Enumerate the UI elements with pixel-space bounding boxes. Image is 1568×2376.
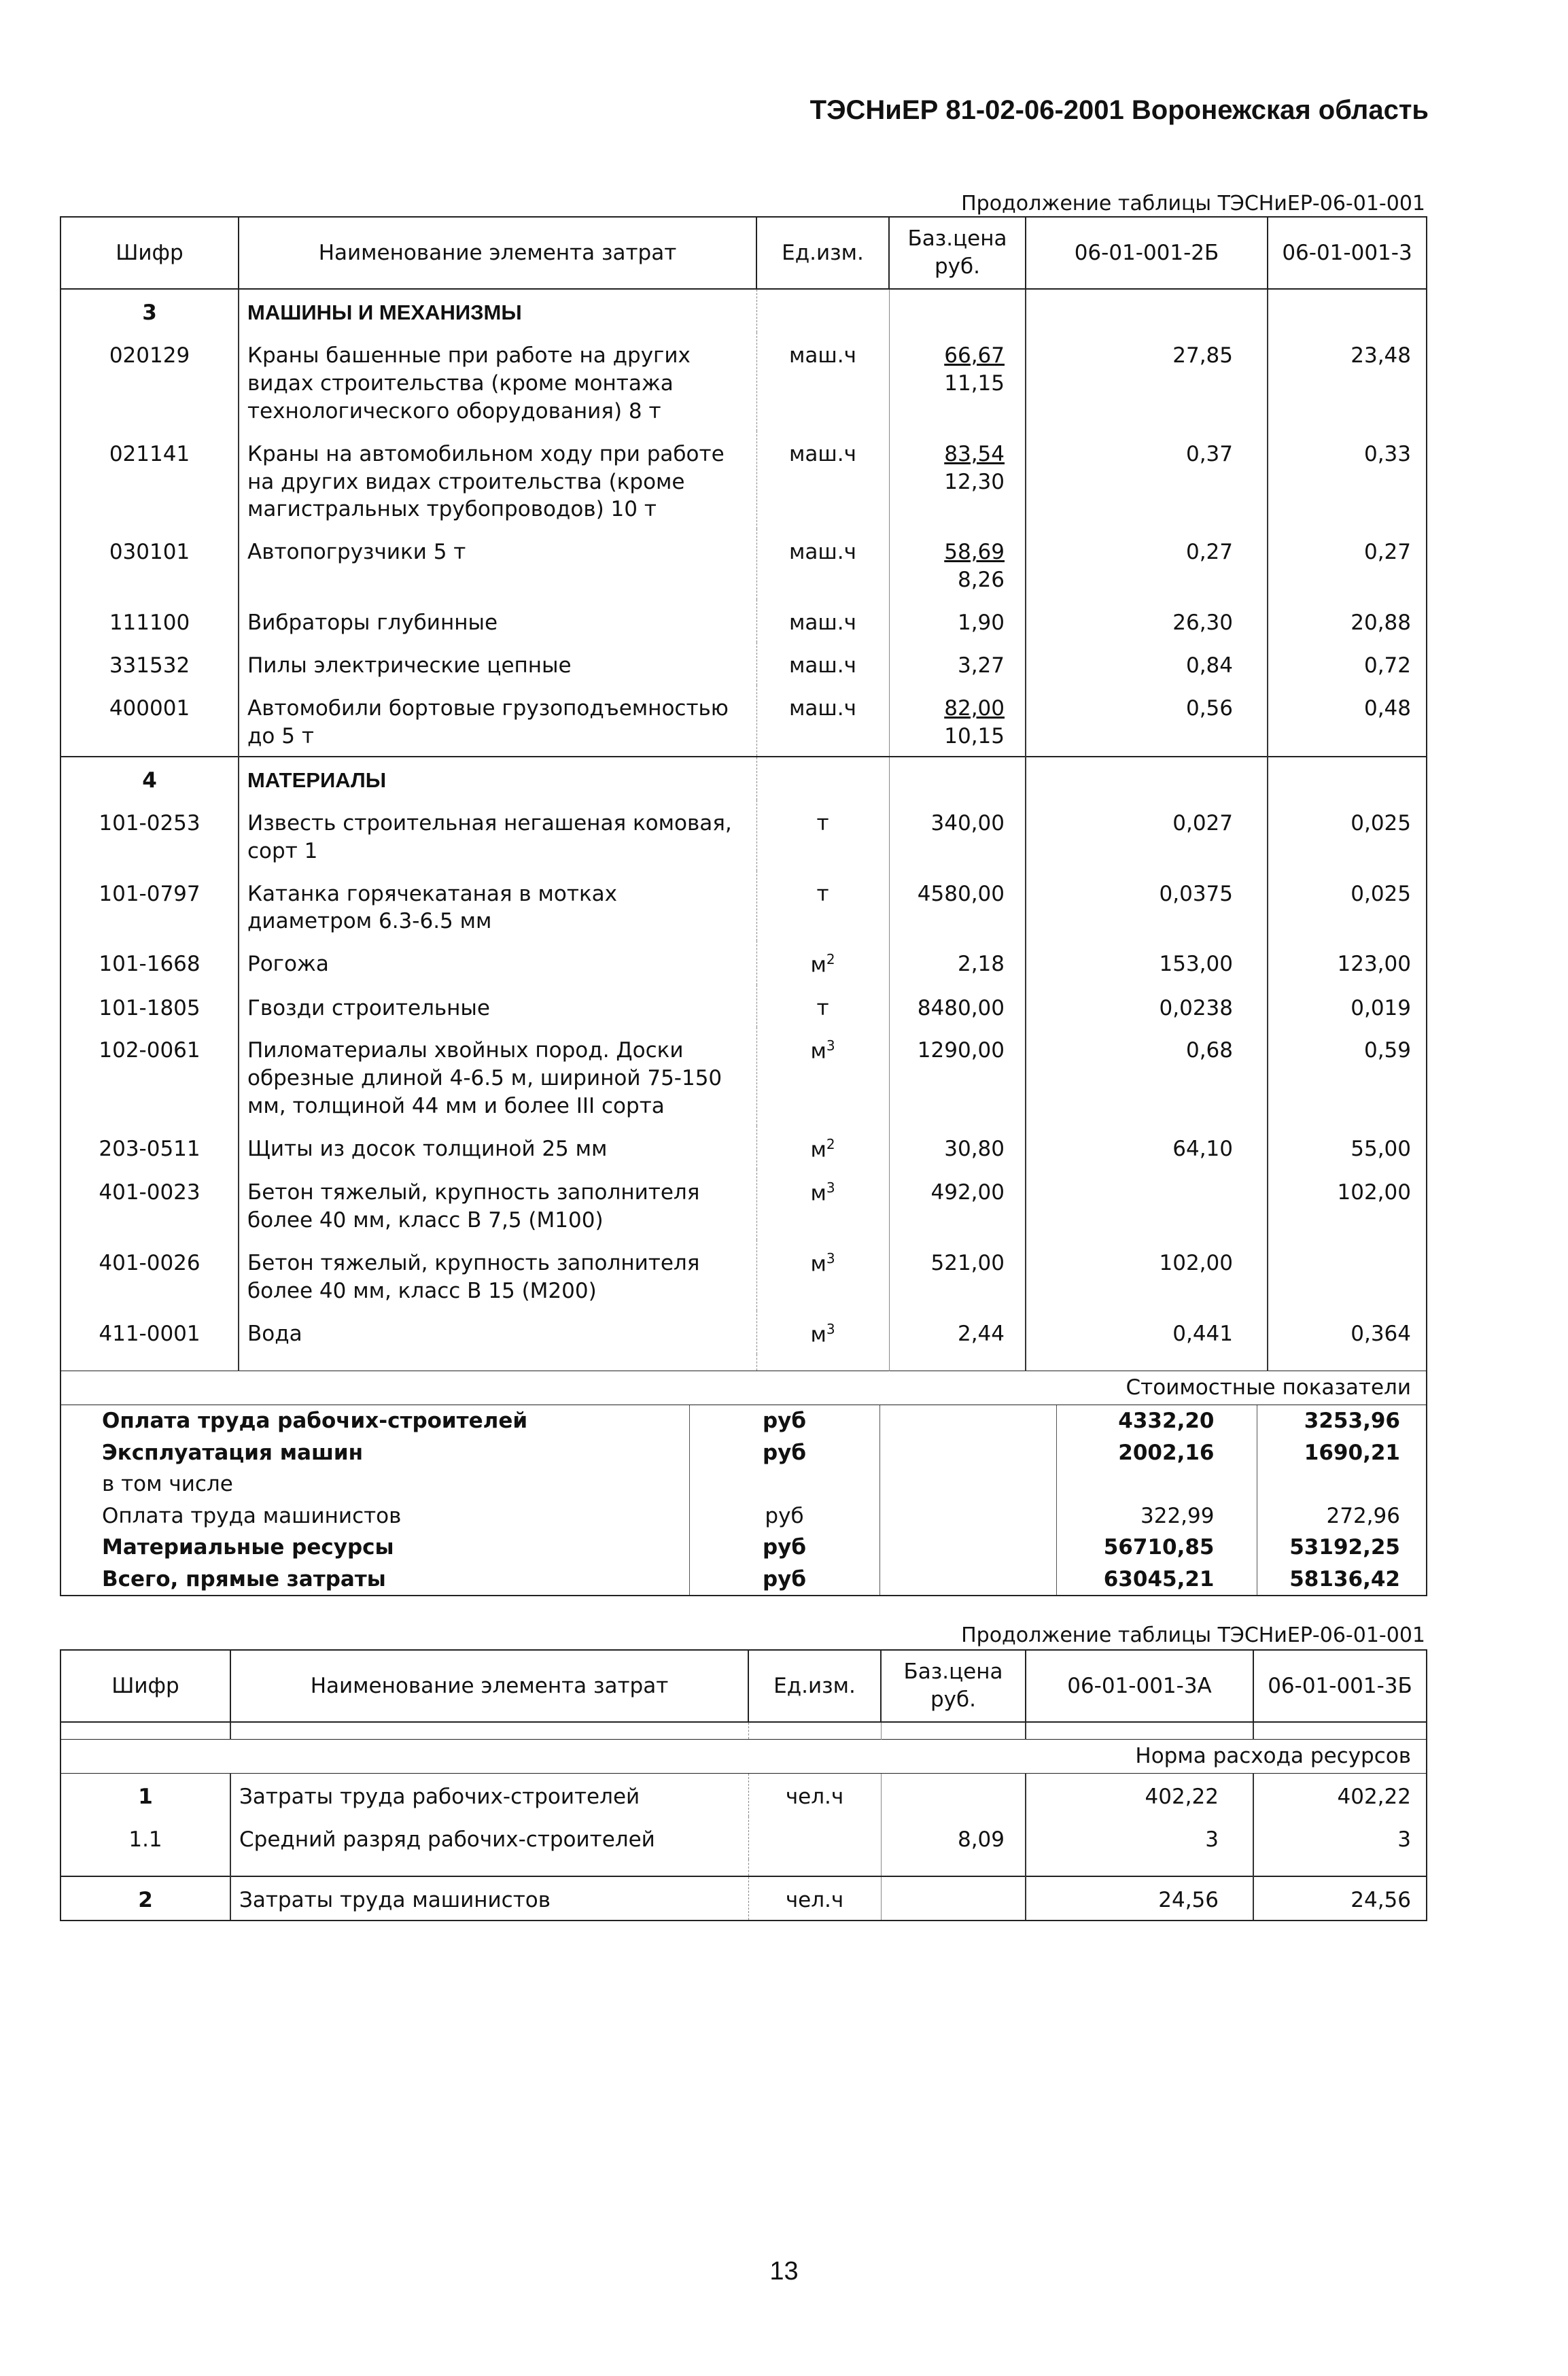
norm-value: 0,84	[1026, 642, 1268, 685]
section-title: МАТЕРИАЛЫ	[239, 757, 756, 800]
resource-unit: чел.ч	[748, 1773, 881, 1816]
totals-value: 2002,16	[1056, 1437, 1257, 1469]
resource-code: 1.1	[60, 1817, 230, 1859]
resource-code: 401-0023	[60, 1169, 239, 1240]
resource-price: 30,80	[889, 1126, 1026, 1169]
resource-price	[889, 642, 1026, 685]
resource-price	[889, 600, 1026, 642]
base-price: 66,67	[944, 343, 1005, 368]
col-header-norm-3a: 06-01-001-3А	[1026, 1650, 1253, 1722]
resource-price: 2,44	[889, 1311, 1026, 1354]
totals-unit: руб	[689, 1437, 879, 1469]
norm-value: 0,48	[1268, 685, 1427, 757]
resource-price: 8,09	[881, 1817, 1026, 1859]
totals-unit: руб	[689, 1500, 879, 1532]
norm-value: 0,441	[1026, 1311, 1268, 1354]
norm-value: 0,019	[1268, 985, 1427, 1028]
resource-unit: маш.ч	[756, 529, 889, 600]
table-header-row	[60, 217, 1427, 289]
norm-value: 123,00	[1268, 941, 1427, 984]
totals-row	[60, 1500, 1427, 1532]
norm-value: 0,0375	[1026, 871, 1268, 942]
resource-unit: маш.ч	[756, 332, 889, 431]
col-header-unit: Ед.изм.	[748, 1650, 881, 1722]
col-header-norm-3: 06-01-001-3	[1268, 217, 1427, 289]
totals-unit	[689, 1468, 879, 1500]
resource-name: Пиломатериалы хвойных пород. Доски обрезные длиной 4-6.5 м, шириной 75-150 мм, толщиной 44 мм и более III сорта	[239, 1027, 756, 1126]
operator-wage-price: 11,15	[944, 371, 1005, 396]
resource-name: Пилы электрические цепные	[239, 642, 756, 685]
section-code: 3	[60, 289, 239, 332]
table-header-row	[60, 1650, 1427, 1722]
totals-unit: руб	[689, 1532, 879, 1564]
totals-label: в том числе	[60, 1468, 689, 1500]
resource-code: 030101	[60, 529, 239, 600]
resource-unit: $м^3$	[756, 1240, 889, 1311]
resource-name: Щиты из досок толщиной 25 мм	[239, 1126, 756, 1169]
resource-code: 020129	[60, 332, 239, 431]
resource-price	[889, 431, 1026, 530]
cost-indicators-banner	[60, 1371, 1427, 1405]
totals-empty	[879, 1405, 1056, 1437]
resource-code: 203-0511	[60, 1126, 239, 1169]
resource-price: 340,00	[889, 800, 1026, 871]
norm-value: 153,00	[1026, 941, 1268, 984]
totals-label: Оплата труда рабочих-строителей	[60, 1405, 689, 1437]
operator-wage-price: 8,26	[957, 568, 1005, 593]
table-row	[60, 1773, 1427, 1816]
norm-value: 0,27	[1026, 529, 1268, 600]
totals-value: 56710,85	[1056, 1532, 1257, 1564]
section-title: МАШИНЫ И МЕХАНИЗМЫ	[239, 289, 756, 332]
section-code: 4	[60, 757, 239, 800]
totals-value: 1690,21	[1257, 1437, 1427, 1469]
resource-name: Бетон тяжелый, крупность заполнителя более 40 мм, класс В 15 (М200)	[239, 1240, 756, 1311]
labor-table	[60, 1649, 1427, 1921]
table-row	[60, 529, 1427, 600]
table-row	[60, 1126, 1427, 1169]
base-price: 82,00	[944, 695, 1005, 721]
norm-value: 102,00	[1026, 1240, 1268, 1311]
norm-value: 23,48	[1268, 332, 1427, 431]
totals-empty	[879, 1437, 1056, 1469]
resource-name: Рогожа	[239, 941, 756, 984]
norm-value: 24,56	[1253, 1876, 1427, 1921]
resource-unit: $м^2$	[756, 941, 889, 984]
norm-value: 0,025	[1268, 871, 1427, 942]
resource-price: 8480,00	[889, 985, 1026, 1028]
totals-table	[60, 1405, 1427, 1596]
col-header-norm-2b: 06-01-001-2Б	[1026, 217, 1268, 289]
table-row	[60, 1876, 1427, 1921]
table-row	[60, 685, 1427, 757]
norm-value: 402,22	[1026, 1773, 1253, 1816]
totals-empty	[879, 1564, 1056, 1596]
table-row	[60, 1311, 1427, 1354]
table-row	[60, 871, 1427, 942]
resource-name: Краны на автомобильном ходу при работе на других видах строительства (кроме магистральных трубопроводов) 10 т	[239, 431, 756, 530]
col-header-price: Баз.цена руб.	[889, 217, 1026, 289]
totals-value	[1056, 1468, 1257, 1500]
resource-name: Краны башенные при работе на других видах строительства (кроме монтажа технологического оборудования) 8 т	[239, 332, 756, 431]
totals-row	[60, 1532, 1427, 1564]
resource-unit: т	[756, 985, 889, 1028]
resource-unit: чел.ч	[748, 1876, 881, 1921]
norm-value: 0,56	[1026, 685, 1268, 757]
norm-value: 0,364	[1268, 1311, 1427, 1354]
resource-unit: $м^3$	[756, 1311, 889, 1354]
table-row	[60, 1240, 1427, 1311]
norm-banner-label: Норма расхода ресурсов	[60, 1740, 1427, 1774]
resource-unit	[748, 1817, 881, 1859]
resource-unit: $м^3$	[756, 1027, 889, 1126]
norm-value: 64,10	[1026, 1126, 1268, 1169]
totals-row	[60, 1437, 1427, 1469]
table-row	[60, 800, 1427, 871]
norm-value: 402,22	[1253, 1773, 1427, 1816]
norm-value: 20,88	[1268, 600, 1427, 642]
table-row	[60, 642, 1427, 685]
resource-code: 102-0061	[60, 1027, 239, 1126]
operator-wage-price: 12,30	[944, 469, 1005, 494]
resource-price	[881, 1876, 1026, 1921]
col-header-name: Наименование элемента затрат	[230, 1650, 748, 1722]
resource-code: 400001	[60, 685, 239, 757]
section-row-materials	[60, 757, 1427, 800]
page-header: ТЭСНиЕР 81-02-06-2001 Воронежская область	[809, 95, 1429, 125]
table-row	[60, 1027, 1427, 1126]
col-header-code: Шифр	[60, 217, 239, 289]
resource-code: 101-1805	[60, 985, 239, 1028]
resource-name: Бетон тяжелый, крупность заполнителя более 40 мм, класс В 7,5 (М100)	[239, 1169, 756, 1240]
resource-name: Катанка горячекатаная в мотках диаметром 6.3-6.5 мм	[239, 871, 756, 942]
col-header-code: Шифр	[60, 1650, 230, 1722]
resource-price	[889, 529, 1026, 600]
resource-price	[889, 685, 1026, 757]
resource-name: Затраты труда машинистов	[230, 1876, 748, 1921]
resource-unit: маш.ч	[756, 642, 889, 685]
resource-unit: т	[756, 800, 889, 871]
norm-value: 0,68	[1026, 1027, 1268, 1126]
totals-empty	[879, 1468, 1056, 1500]
resource-code: 101-0253	[60, 800, 239, 871]
table-row	[60, 941, 1427, 984]
totals-empty	[879, 1500, 1056, 1532]
resource-name: Вибраторы глубинные	[239, 600, 756, 642]
table-continuation-label: Продолжение таблицы ТЭСНиЕР-06-01-001	[961, 1623, 1425, 1647]
col-header-norm-3b: 06-01-001-3Б	[1253, 1650, 1427, 1722]
resource-price: 1290,00	[889, 1027, 1026, 1126]
resource-price: 521,00	[889, 1240, 1026, 1311]
base-price: 83,54	[944, 441, 1005, 466]
table-row	[60, 431, 1427, 530]
resource-code: 331532	[60, 642, 239, 685]
col-header-name: Наименование элемента затрат	[239, 217, 756, 289]
totals-row	[60, 1564, 1427, 1596]
totals-value: 4332,20	[1056, 1405, 1257, 1437]
totals-value: 322,99	[1056, 1500, 1257, 1532]
col-header-unit: Ед.изм.	[756, 217, 889, 289]
norm-value: 0,72	[1268, 642, 1427, 685]
norm-value: 0,0238	[1026, 985, 1268, 1028]
resource-name: Известь строительная негашеная комовая, сорт 1	[239, 800, 756, 871]
resource-table	[60, 216, 1427, 1405]
table-row	[60, 332, 1427, 431]
resource-code: 1	[60, 1773, 230, 1816]
totals-value: 3253,96	[1257, 1405, 1427, 1437]
totals-label: Всего, прямые затраты	[60, 1564, 689, 1596]
base-price: 3,27	[957, 653, 1005, 678]
norm-value: 3	[1026, 1817, 1253, 1859]
totals-value: 63045,21	[1056, 1564, 1257, 1596]
resource-unit: маш.ч	[756, 600, 889, 642]
totals-label: Эксплуатация машин	[60, 1437, 689, 1469]
operator-wage-price: 10,15	[944, 723, 1005, 748]
norm-value: 55,00	[1268, 1126, 1427, 1169]
norm-value: 26,30	[1026, 600, 1268, 642]
resource-name: Автомобили бортовые грузоподъемностью до 5 т	[239, 685, 756, 757]
resource-price	[889, 332, 1026, 431]
totals-row	[60, 1405, 1427, 1437]
norm-value: 0,025	[1268, 800, 1427, 871]
norm-value: 102,00	[1268, 1169, 1427, 1240]
base-price: 58,69	[944, 540, 1005, 565]
resource-code: 021141	[60, 431, 239, 530]
section-row-machines	[60, 289, 1427, 332]
resource-name: Средний разряд рабочих-строителей	[230, 1817, 748, 1859]
resource-name: Гвозди строительные	[239, 985, 756, 1028]
resource-name: Вода	[239, 1311, 756, 1354]
table-row	[60, 600, 1427, 642]
resource-price: 492,00	[889, 1169, 1026, 1240]
col-header-price: Баз.цена руб.	[881, 1650, 1026, 1722]
resource-unit: $м^3$	[756, 1169, 889, 1240]
norm-value: 0,37	[1026, 431, 1268, 530]
resource-name: Автопогрузчики 5 т	[239, 529, 756, 600]
totals-empty	[879, 1532, 1056, 1564]
table-row	[60, 1817, 1427, 1859]
norm-value: 0,33	[1268, 431, 1427, 530]
resource-code: 111100	[60, 600, 239, 642]
resource-code: 411-0001	[60, 1311, 239, 1354]
norm-value: 0,27	[1268, 529, 1427, 600]
totals-value: 53192,25	[1257, 1532, 1427, 1564]
base-price: 1,90	[957, 610, 1005, 636]
norm-value: 3	[1253, 1817, 1427, 1859]
cost-indicators-label: Стоимостные показатели	[60, 1371, 1427, 1405]
resource-name: Затраты труда рабочих-строителей	[230, 1773, 748, 1816]
resource-code: 101-1668	[60, 941, 239, 984]
totals-value: 58136,42	[1257, 1564, 1427, 1596]
norm-value: 0,59	[1268, 1027, 1427, 1126]
resource-unit: маш.ч	[756, 685, 889, 757]
resource-unit: $м^2$	[756, 1126, 889, 1169]
resource-price: 2,18	[889, 941, 1026, 984]
table-continuation-label: Продолжение таблицы ТЭСНиЕР-06-01-001	[961, 192, 1425, 216]
page-number: 13	[769, 2257, 799, 2286]
totals-value	[1257, 1468, 1427, 1500]
totals-value: 272,96	[1257, 1500, 1427, 1532]
resource-code: 401-0026	[60, 1240, 239, 1311]
resource-price	[881, 1773, 1026, 1816]
norm-banner	[60, 1740, 1427, 1774]
resource-unit: маш.ч	[756, 431, 889, 530]
totals-unit: руб	[689, 1405, 879, 1437]
totals-label: Материальные ресурсы	[60, 1532, 689, 1564]
norm-value: 0,027	[1026, 800, 1268, 871]
resource-price: 4580,00	[889, 871, 1026, 942]
totals-unit: руб	[689, 1564, 879, 1596]
totals-row	[60, 1468, 1427, 1500]
resource-code: 101-0797	[60, 871, 239, 942]
resource-code: 2	[60, 1876, 230, 1921]
norm-value	[1026, 1169, 1268, 1240]
norm-value	[1268, 1240, 1427, 1311]
norm-value: 24,56	[1026, 1876, 1253, 1921]
table-row	[60, 1169, 1427, 1240]
table-row	[60, 985, 1427, 1028]
norm-value: 27,85	[1026, 332, 1268, 431]
totals-label: Оплата труда машинистов	[60, 1500, 689, 1532]
resource-unit: т	[756, 871, 889, 942]
